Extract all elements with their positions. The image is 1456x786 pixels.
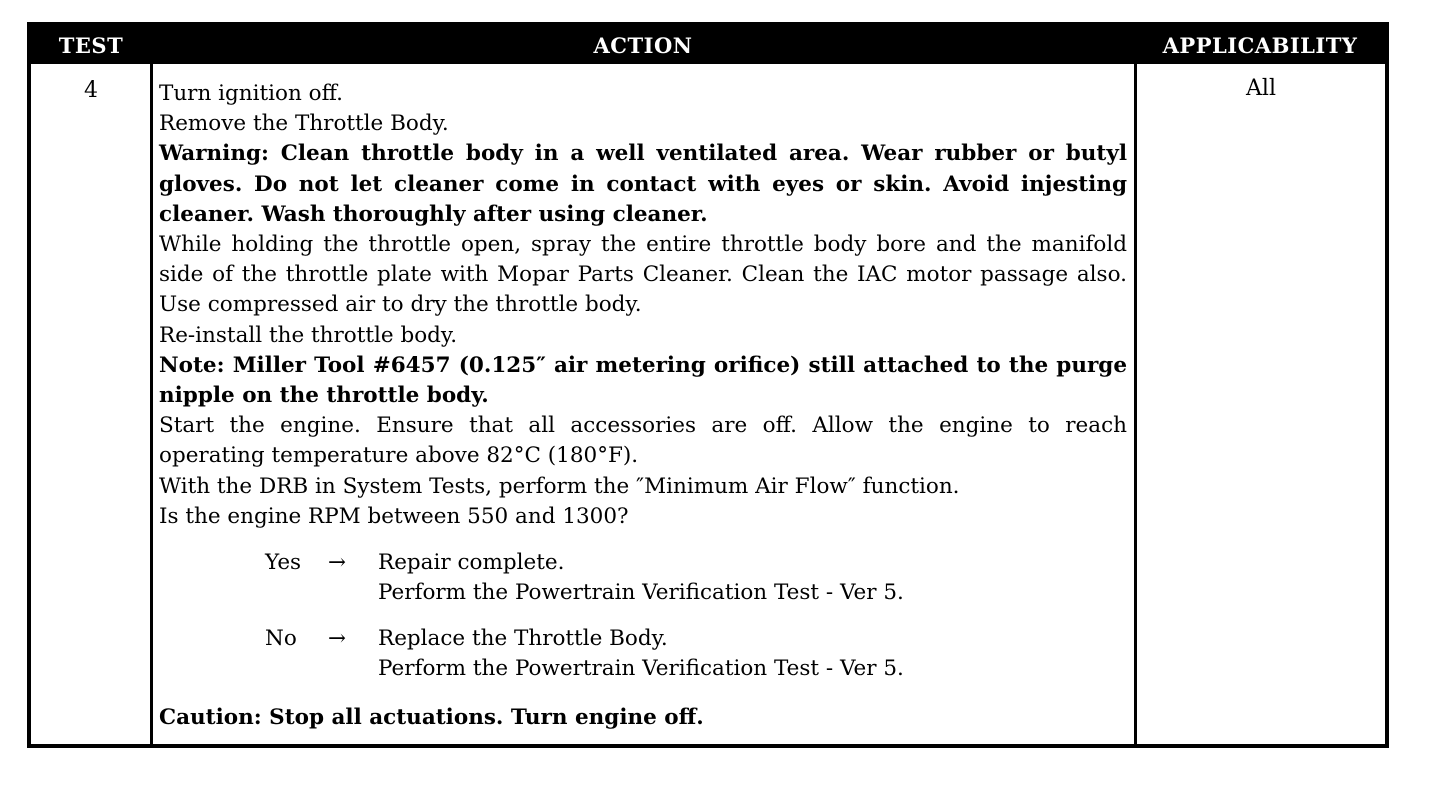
no-result [378,624,904,684]
yes-line-2: Perform the Powertrain Verification Test - Ver 5. [378,580,904,606]
right-arrow-icon: → [328,626,347,652]
column-divider-left [150,64,153,744]
note-text: Note: Miller Tool #6457 (0.125″ air metering orifice) still attached to the purge nipple on the throttle body. [159,352,1127,409]
no-line-2: Perform the Powertrain Verification Test - Ver 5. [378,656,904,682]
no-line-1: Replace the Throttle Body. [378,626,668,652]
yes-label: Yes [265,550,302,576]
header-applicability: APPLICABILITY [1162,33,1358,58]
header-test: TEST [58,33,124,58]
test-number: 4 [84,78,98,103]
right-arrow-icon: → [328,550,347,576]
caution-text: Caution: Stop all actuations. Turn engine off. [159,705,704,731]
column-divider-right [1134,64,1137,744]
action-cell [159,79,1127,733]
no-branch [159,624,1127,684]
clean-instruction: While holding the throttle open, spray the entire throttle body bore and the manifold side of the throttle plate with Mopar Parts Cleaner. Clean the IAC motor passage also. Use compressed air to dry the throttle body. [159,232,1127,318]
step-ignition-off: Turn ignition off. [159,81,343,106]
warning-text: Warning: Clean throttle body in a well ventilated area. Wear rubber or butyl gloves. Do not let cleaner come in contact with eyes or skin. Avoid injesting cleaner. Wash thoroughly after using cleaner. [159,141,1127,227]
yes-result [378,548,904,608]
table-header [31,26,1385,64]
diagnostic-test-table [27,22,1389,748]
yes-branch [159,548,1127,608]
rpm-question: Is the engine RPM between 550 and 1300? [159,503,629,529]
reinstall-step: Re-install the throttle body. [159,322,458,348]
no-label: No [265,626,297,652]
start-engine-step: Start the engine. Ensure that all accessories are off. Allow the engine to reach operating temperature above 82°C (180°F). [159,413,1127,469]
drb-step: With the DRB in System Tests, perform the ″Minimum Air Flow″ function. [159,473,960,499]
header-action: ACTION [593,33,693,58]
yes-line-1: Repair complete. [378,550,565,576]
applicability-value: All [1246,76,1276,101]
step-remove-throttle-body: Remove the Throttle Body. [159,111,449,137]
